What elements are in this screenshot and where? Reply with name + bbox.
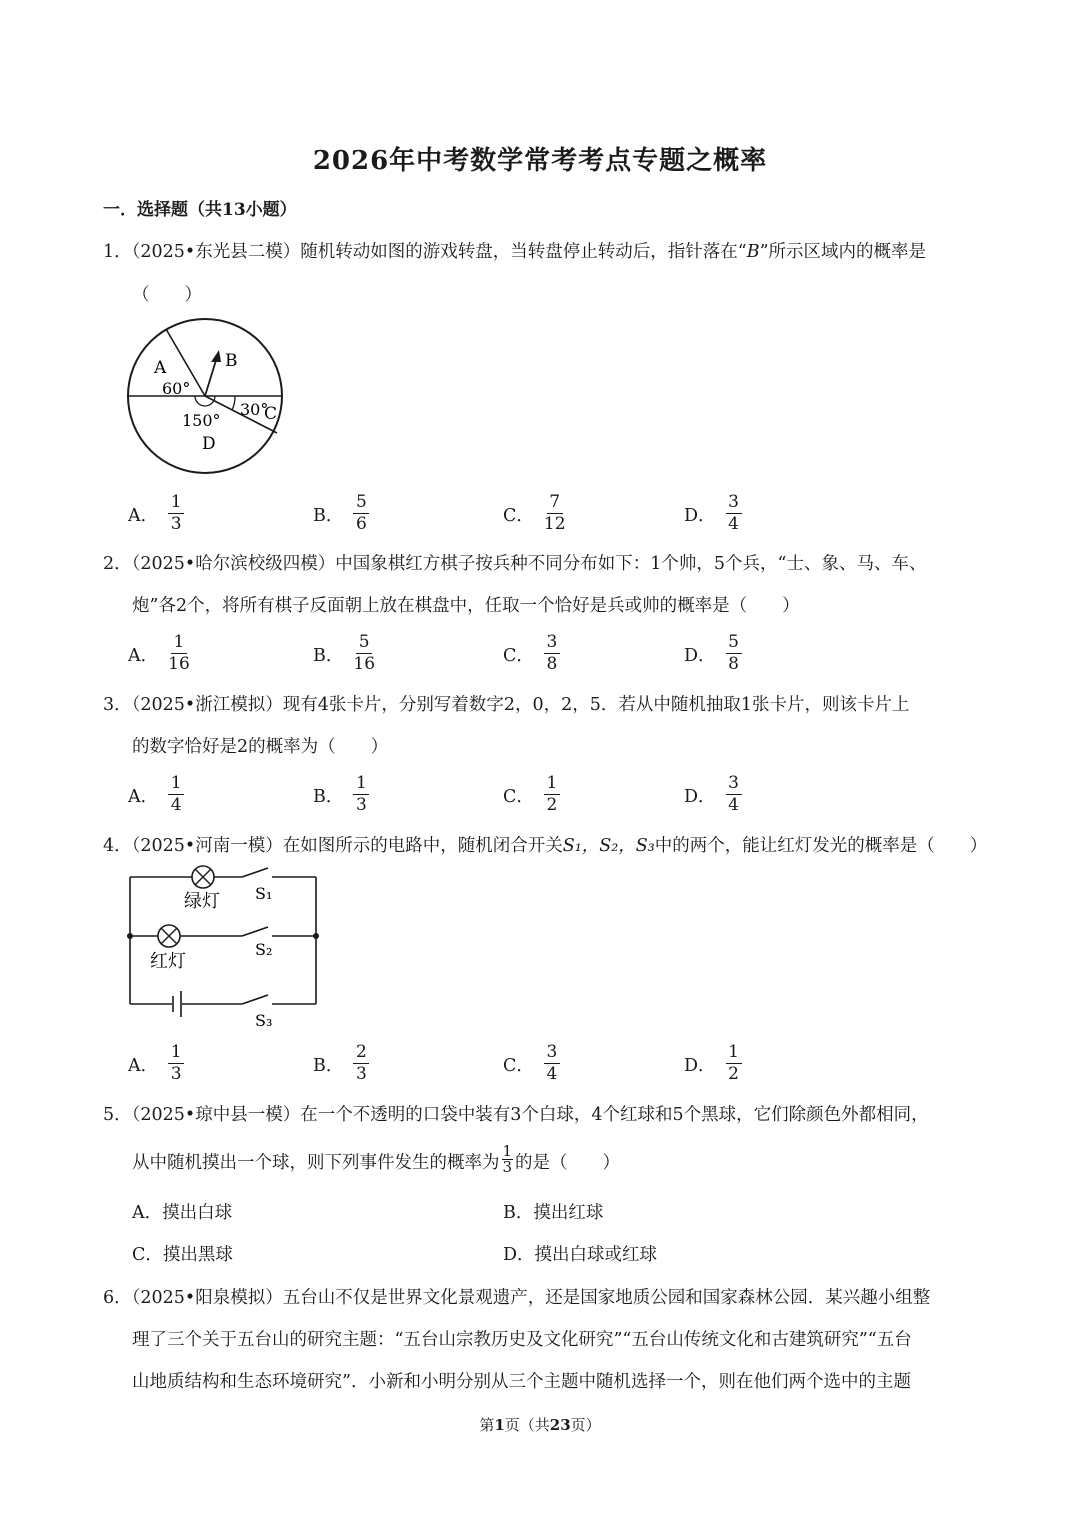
region-label-d: D <box>202 434 216 454</box>
fraction: $\frac{1}{2}$ <box>726 1044 742 1084</box>
fraction: $\frac{3}{4}$ <box>544 1044 560 1084</box>
battery-icon <box>173 991 181 1017</box>
red-lamp-label: 红灯 <box>150 951 186 972</box>
fraction: $\frac{3}{8}$ <box>544 634 560 674</box>
question-1-bracket: （ ） <box>132 285 202 305</box>
question-2-line-1: 2．（2025•哈尔滨校级四模）中国象棋红方棋子按兵种不同分布如下：1个帅，5个兵，“士、象、马、车、 <box>103 554 927 574</box>
total-pages: 23 <box>549 1416 571 1434</box>
q4-option-b[interactable]: B． $\frac{2}{3}$ <box>313 1040 369 1088</box>
q5-option-b[interactable]: B．摸出红球 <box>503 1203 604 1223</box>
page-title: 2026年中考数学常考考点专题之概率 <box>312 146 768 176</box>
q4-option-d[interactable]: D． $\frac{1}{2}$ <box>684 1040 742 1088</box>
fraction: $\frac{5}{6}$ <box>353 494 369 534</box>
green-lamp-label: 绿灯 <box>184 891 220 912</box>
q1-option-d[interactable]: D． $\frac{3}{4}$ <box>684 490 742 538</box>
spinner-figure <box>122 315 292 480</box>
page-number: 1 <box>494 1416 505 1434</box>
pointer-arrowhead <box>211 350 221 362</box>
region-label-a: A <box>154 358 167 378</box>
green-lamp-icon <box>192 866 214 888</box>
fraction: $\frac{3}{4}$ <box>726 494 742 534</box>
page-footer: 第1页（共23页） <box>479 1416 601 1434</box>
fraction: $\frac{1}{3}$ <box>168 1044 184 1084</box>
fraction: $\frac{1}{3}$ <box>353 775 369 815</box>
q2-option-b[interactable]: B． $\frac{5}{16}$ <box>313 632 376 674</box>
q1-option-b[interactable]: B． $\frac{5}{6}$ <box>313 490 369 538</box>
q5-option-d[interactable]: D．摸出白球或红球 <box>503 1245 658 1265</box>
question-4-text: 4．（2025•河南一模）在如图所示的电路中，随机闭合开关S₁，S₂，S₃中的两个，能让红灯发光的概率是（ ） <box>103 836 988 856</box>
q4-option-c[interactable]: C． $\frac{3}{4}$ <box>503 1040 560 1088</box>
junction-dot-left <box>127 933 133 939</box>
circuit-figure <box>122 862 327 1040</box>
question-3-line-2: 的数字恰好是2的概率为（ ） <box>132 737 389 757</box>
fraction: $\frac{2}{3}$ <box>353 1044 369 1084</box>
question-6-line-3: 山地质结构和生态环境研究”．小新和小明分别从三个主题中随机选择一个，则在他们两个选中的主题 <box>132 1372 911 1392</box>
q3-option-b[interactable]: B． $\frac{1}{3}$ <box>313 771 369 819</box>
question-6-line-1: 6．（2025•阳泉模拟）五台山不仅是世界文化景观遗产，还是国家地质公园和国家森林公园．某兴趣小组整 <box>103 1288 931 1308</box>
q3-option-c[interactable]: C． $\frac{1}{2}$ <box>503 771 560 819</box>
inline-fraction: $\frac{1}{3}$ <box>502 1142 513 1176</box>
switch-s1-label: S₁ <box>255 884 273 903</box>
q1-option-c[interactable]: C． $\frac{7}{12}$ <box>503 492 566 534</box>
junction-dot-right <box>313 933 319 939</box>
question-6-line-2: 理了三个关于五台山的研究主题：“五台山宗教历史及文化研究”“五台山传统文化和古建筑研究”“五台 <box>132 1330 912 1350</box>
q2-option-c[interactable]: C． $\frac{3}{8}$ <box>503 630 560 678</box>
question-1-text: 1．（2025•东光县二模）随机转动如图的游戏转盘，当转盘停止转动后，指针落在“B”所示区域内的概率是 <box>103 242 927 262</box>
question-3-line-1: 3．（2025•浙江模拟）现有4张卡片，分别写着数字2，0，2，5．若从中随机抽取1张卡片，则该卡片上 <box>103 695 910 715</box>
section-heading: 一．选择题（共13小题） <box>103 200 297 220</box>
q1-option-a[interactable]: A． $\frac{1}{3}$ <box>128 490 184 538</box>
pointer-shaft <box>205 357 217 396</box>
angle-arc-30 <box>232 396 235 410</box>
question-2-line-2: 炮”各2个，将所有棋子反面朝上放在棋盘中，任取一个恰好是兵或帅的概率是（ ） <box>132 596 800 616</box>
angle-label-150: 150° <box>182 411 221 430</box>
question-5-line-1: 5．（2025•琼中县一模）在一个不透明的口袋中装有3个白球，4个红球和5个黑球，它们除颜色外都相同， <box>103 1105 929 1125</box>
fraction: $\frac{1}{4}$ <box>168 775 184 815</box>
region-label-c: C <box>264 404 278 424</box>
q5-option-a[interactable]: A．摸出白球 <box>132 1203 233 1223</box>
switch-s3-label: S₃ <box>255 1011 273 1030</box>
red-lamp-icon <box>158 925 180 947</box>
q2-option-a[interactable]: A． $\frac{1}{16}$ <box>128 632 190 674</box>
angle-label-30: 30° <box>240 400 269 419</box>
angle-label-60: 60° <box>162 379 191 398</box>
q3-option-a[interactable]: A． $\frac{1}{4}$ <box>128 771 184 819</box>
fraction: $\frac{1}{3}$ <box>168 494 184 534</box>
q5-option-c[interactable]: C．摸出黑球 <box>132 1245 233 1265</box>
switch-s2-label: S₂ <box>255 940 273 959</box>
fraction: $\frac{1}{16}$ <box>168 632 190 674</box>
question-5-line-2: 从中随机摸出一个球，则下列事件发生的概率为 $\frac{1}{3}$ 的是（ ） <box>132 1142 621 1176</box>
q3-option-d[interactable]: D． $\frac{3}{4}$ <box>684 771 742 819</box>
q2-option-d[interactable]: D． $\frac{5}{8}$ <box>684 630 742 678</box>
q4-option-a[interactable]: A． $\frac{1}{3}$ <box>128 1040 184 1088</box>
fraction: $\frac{5}{16}$ <box>353 632 376 674</box>
fraction: $\frac{1}{2}$ <box>544 775 560 815</box>
region-label-b: B <box>225 351 238 371</box>
angle-arc-150 <box>195 396 215 406</box>
fraction: $\frac{3}{4}$ <box>726 775 742 815</box>
fraction: $\frac{7}{12}$ <box>543 492 566 534</box>
fraction: $\frac{5}{8}$ <box>726 634 742 674</box>
